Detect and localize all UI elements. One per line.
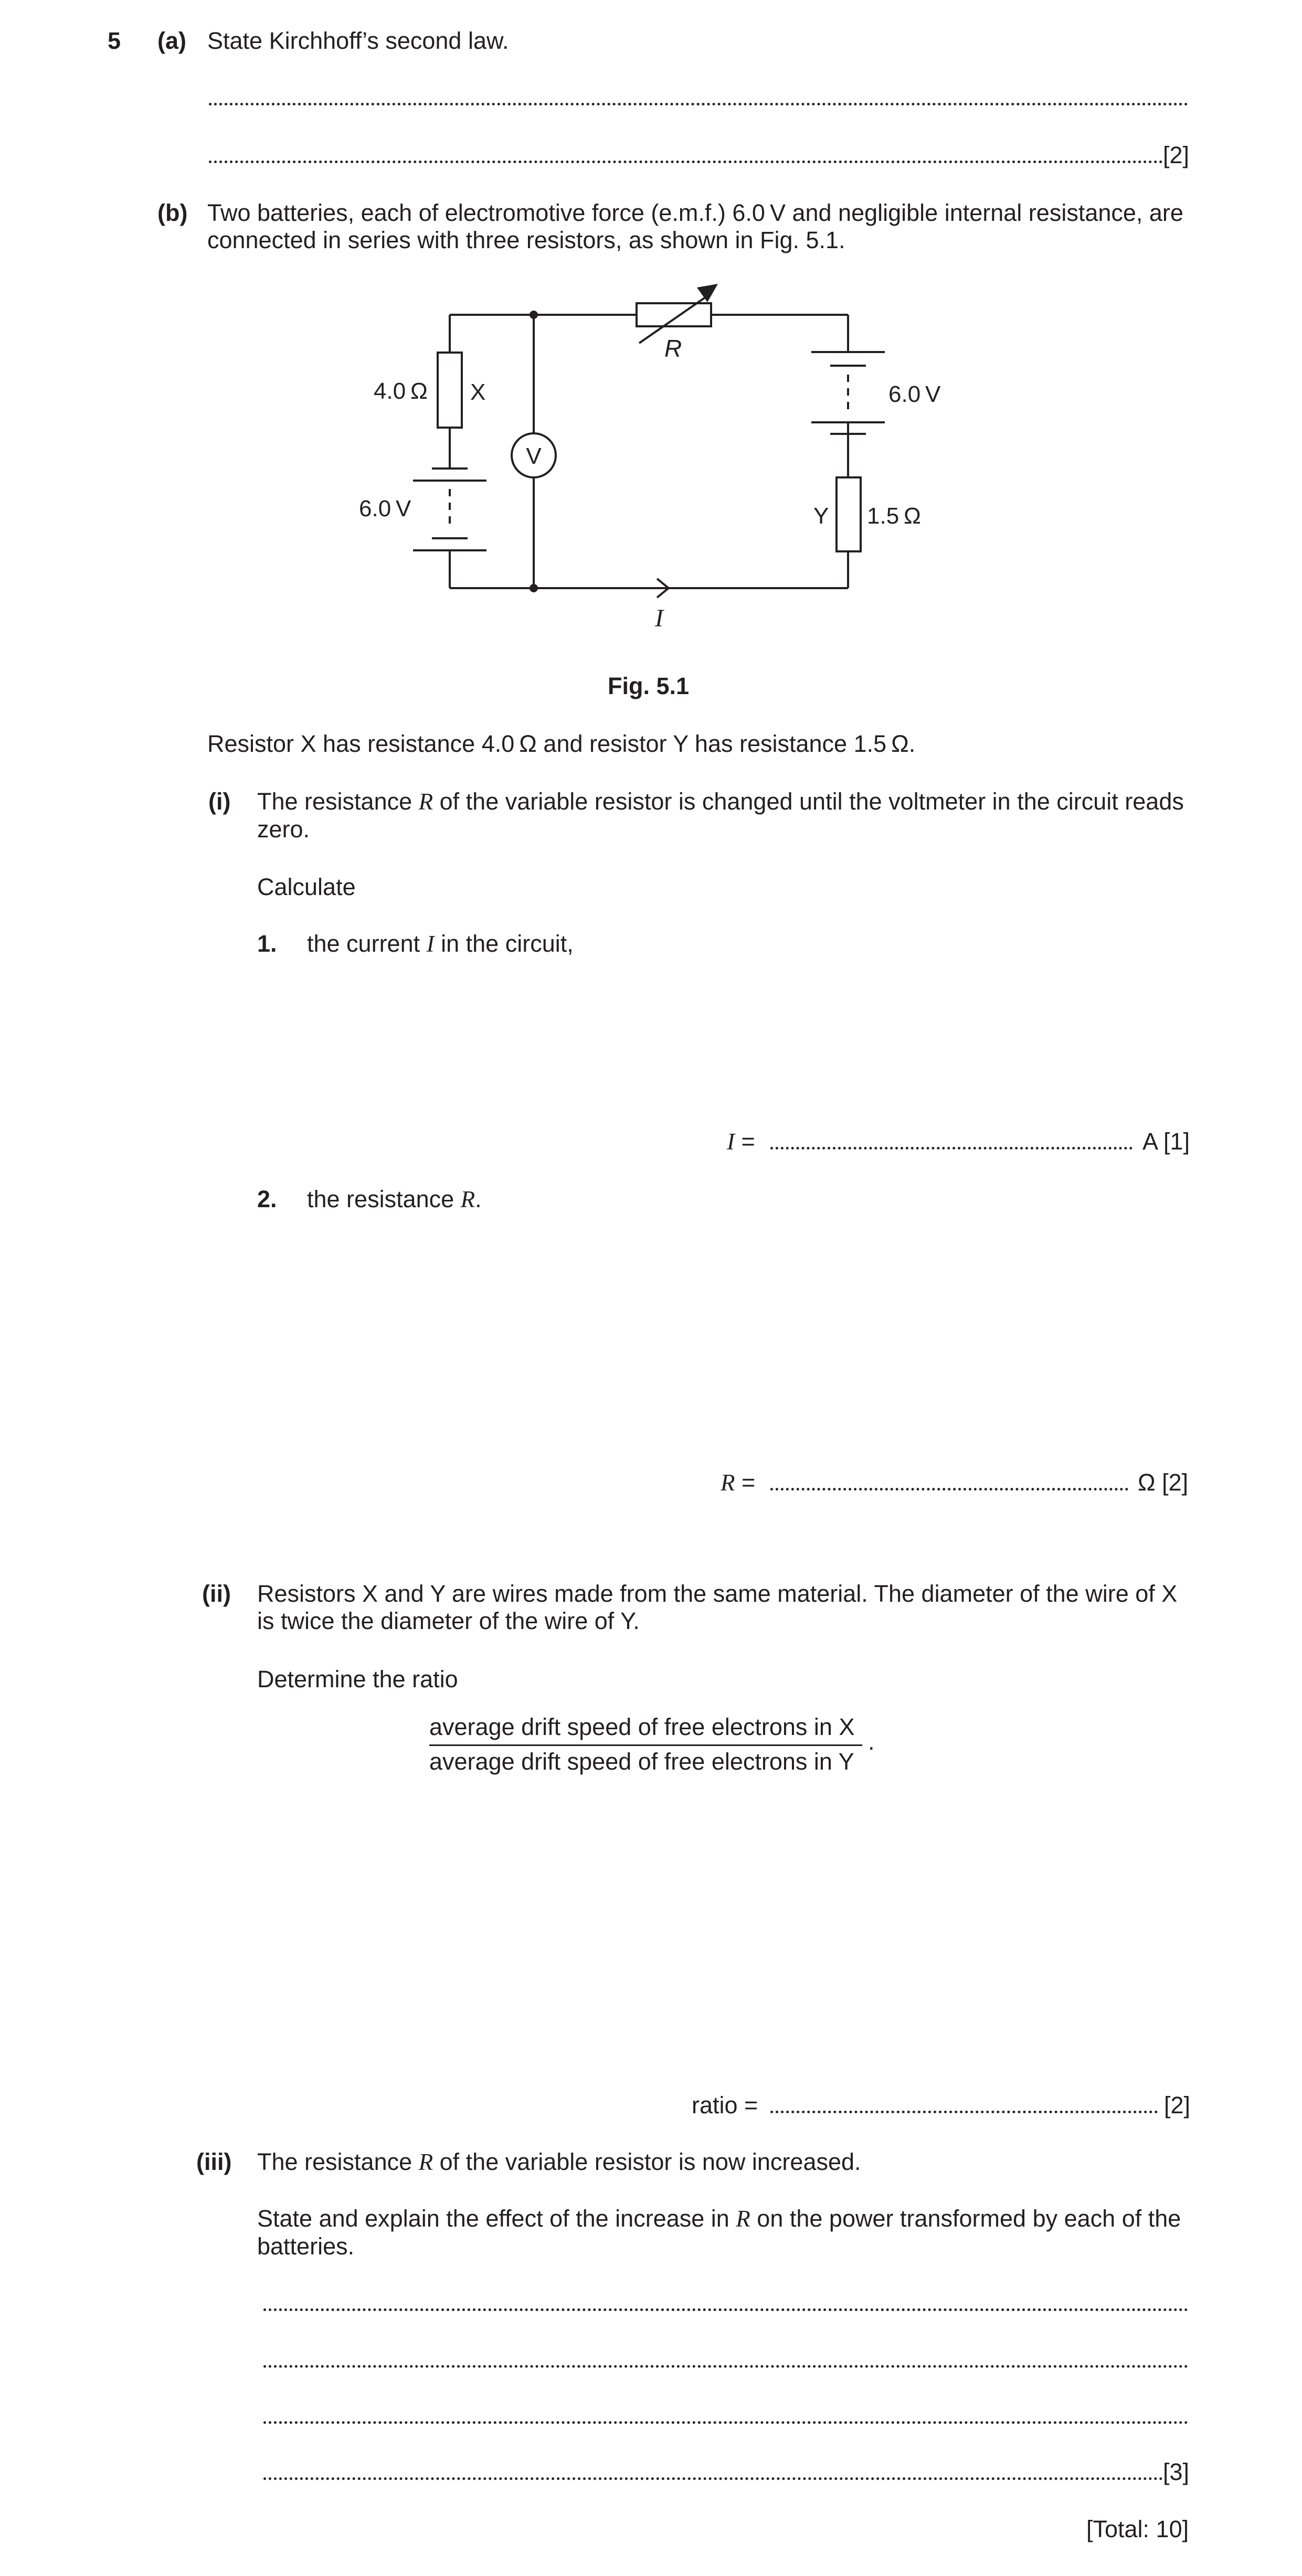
sub-i-label: (i)	[208, 788, 231, 815]
item2-text	[307, 1186, 482, 1214]
item2-answer-var: R	[721, 1470, 735, 1496]
item2-answer-unit: Ω [2]	[1138, 1469, 1189, 1496]
answer-line[interactable]	[263, 2477, 1163, 2480]
x-resistance-label: 4.0 Ω	[374, 378, 428, 404]
sub-iii-label: (iii)	[196, 2148, 232, 2175]
sub-i-text-var: R	[418, 789, 433, 815]
part-a-marks: [2]	[1163, 142, 1190, 168]
ratio-denominator: average drift speed of free electrons in Y	[429, 1748, 854, 1775]
right-emf-label: 6.0 V	[888, 381, 941, 407]
sub-ii-marks: [2]	[1164, 2092, 1191, 2119]
resistor-statement: Resistor X has resistance 4.0 Ω and resistor Y has resistance 1.5 Ω.	[207, 730, 916, 757]
item2-text-post: .	[475, 1186, 482, 1212]
right-battery	[811, 352, 885, 434]
circuit-diagram	[0, 0, 1302, 656]
item1-text-pre: the current	[307, 930, 427, 957]
sub-i-instruction: Calculate	[257, 874, 356, 900]
fraction-end: .	[868, 1728, 875, 1755]
sub-i-text	[257, 788, 1194, 843]
item1-answer-var: I	[727, 1129, 735, 1155]
y-name-label: Y	[813, 503, 829, 529]
resistor-y	[837, 477, 861, 551]
sub-iii-instruction-pre: State and explain the effect of the increase in	[257, 2205, 736, 2232]
sub-iii-marks: [3]	[1163, 2458, 1190, 2485]
sub-iii-instruction	[257, 2205, 1194, 2260]
item1-text-var: I	[426, 931, 435, 957]
item1-answer-eq: =	[735, 1128, 755, 1155]
left-emf-label: 6.0 V	[359, 496, 411, 521]
part-b-label: (b)	[157, 199, 188, 226]
left-battery	[413, 469, 486, 550]
ratio-answer-field[interactable]	[770, 2111, 1158, 2113]
total-marks: [Total: 10]	[1086, 2516, 1189, 2542]
item2-text-pre: the resistance	[307, 1186, 461, 1212]
sub-iii-text	[257, 2148, 861, 2176]
item1-text	[307, 930, 574, 958]
sub-iii-text-pre: The resistance	[257, 2148, 419, 2175]
junction-dot	[530, 311, 538, 319]
ratio-answer-label: ratio =	[692, 2092, 758, 2119]
junction-dot	[530, 584, 538, 592]
answer-line[interactable]	[263, 2365, 1188, 2368]
item1-answer-unit: A [1]	[1142, 1128, 1190, 1155]
item2-text-var: R	[460, 1186, 475, 1212]
part-a-label: (a)	[157, 27, 186, 54]
item2-answer-prefix	[721, 1469, 755, 1497]
voltmeter-label: V	[526, 443, 542, 469]
sub-iii-instruction-var: R	[736, 2206, 750, 2232]
sub-iii-instruction-post: on the power transformed by each of the batteries.	[257, 2205, 1181, 2260]
y-resistance-label: 1.5 Ω	[867, 503, 921, 529]
variable-resistor-label: R	[664, 335, 682, 362]
fraction-bar	[429, 1744, 862, 1746]
sub-i-text-pre: The resistance	[257, 788, 419, 815]
answer-line[interactable]	[263, 2308, 1188, 2311]
resistor-x	[438, 353, 462, 428]
part-a-text: State Kirchhoff’s second law.	[207, 27, 509, 54]
part-b-text: Two batteries, each of electromotive force (e.m.f.) 6.0 V and negligible internal resistance, are connected in series with three resistors, as shown in Fig. 5.1.	[207, 199, 1183, 253]
current-label: I	[655, 604, 663, 632]
ratio-numerator: average drift speed of free electrons in X	[429, 1713, 855, 1740]
sub-i-text-post: of the variable resistor is changed until the voltmeter in the circuit reads zero.	[257, 788, 1184, 843]
figure-caption: Fig. 5.1	[608, 673, 690, 699]
item2-answer-eq: =	[735, 1469, 756, 1496]
sub-ii-label: (ii)	[202, 1580, 231, 1607]
item1-answer-prefix	[727, 1128, 755, 1156]
resistance-answer-field[interactable]	[770, 1488, 1128, 1491]
question-number: 5	[108, 27, 121, 54]
x-name-label: X	[470, 379, 486, 405]
item1-text-post: in the circuit,	[434, 930, 574, 957]
sub-ii-text: Resistors X and Y are wires made from the same material. The diameter of the wire of X is twice the diameter of the wire of Y.	[257, 1580, 1178, 1634]
current-answer-field[interactable]	[770, 1147, 1132, 1149]
sub-ii-instruction: Determine the ratio	[257, 1666, 458, 1693]
item2-num: 2.	[257, 1186, 277, 1212]
item1-num: 1.	[257, 930, 277, 957]
sub-iii-text-post: of the variable resistor is now increased.	[433, 2148, 861, 2175]
sub-iii-text-var: R	[418, 2149, 433, 2175]
answer-line[interactable]	[263, 2421, 1188, 2424]
